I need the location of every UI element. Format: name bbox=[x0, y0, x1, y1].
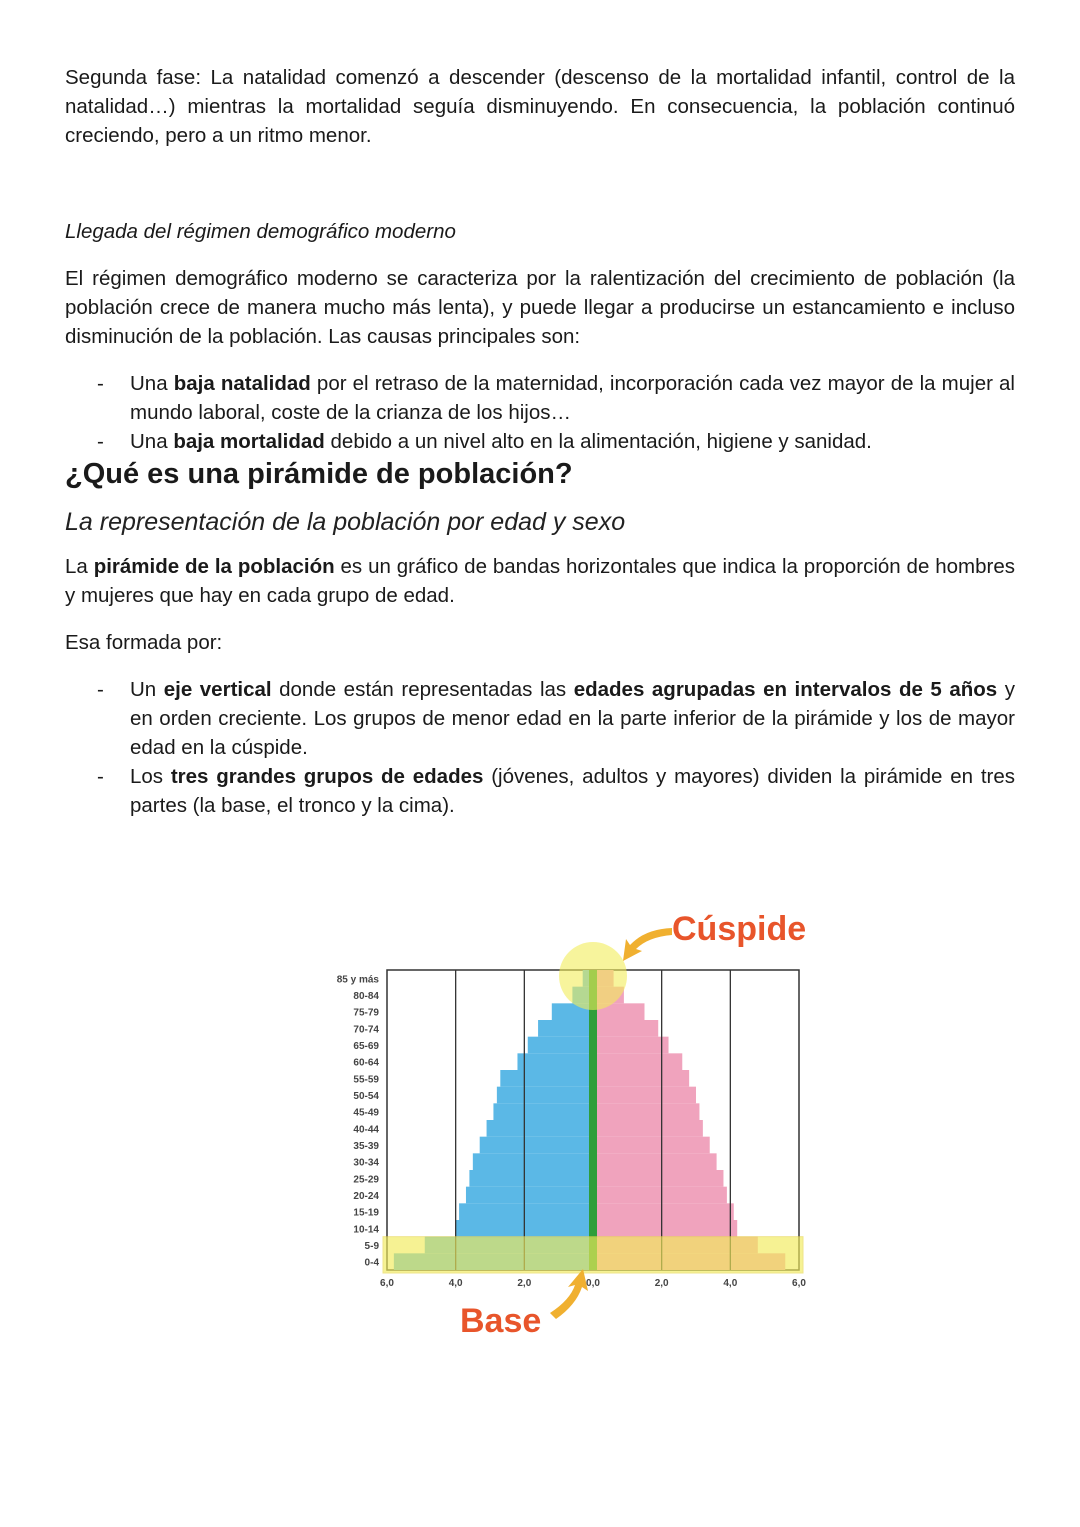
apex-highlight bbox=[559, 942, 627, 1010]
male-bar-70-74 bbox=[538, 1020, 593, 1037]
y-tick-label: 65-69 bbox=[353, 1041, 379, 1052]
x-tick-label: 6,0 bbox=[380, 1278, 394, 1289]
y-tick-label: 70-74 bbox=[353, 1024, 379, 1036]
y-tick-label: 55-59 bbox=[353, 1074, 379, 1086]
y-tick-label: 50-54 bbox=[353, 1091, 379, 1102]
list-dash: - bbox=[97, 372, 104, 395]
y-tick-label: 30-34 bbox=[353, 1157, 379, 1169]
female-bar-20-24 bbox=[593, 1187, 727, 1204]
text-run: Los bbox=[130, 765, 171, 788]
causes-list bbox=[65, 369, 1015, 456]
document-content bbox=[65, 63, 1015, 820]
y-tick-label: 85 y más bbox=[336, 974, 379, 986]
x-tick-label: 4,0 bbox=[723, 1278, 738, 1289]
x-tick-label: 0,0 bbox=[586, 1278, 600, 1289]
list-item-text: Una bbox=[130, 372, 174, 395]
male-bar-50-54 bbox=[497, 1087, 593, 1104]
text-run: La bbox=[65, 555, 94, 578]
paragraph-pyramid-definition bbox=[65, 552, 1015, 610]
y-tick-label: 45-49 bbox=[353, 1107, 379, 1119]
female-bar-70-74 bbox=[593, 1020, 658, 1037]
female-bar-45-49 bbox=[593, 1103, 699, 1120]
female-bar-50-54 bbox=[593, 1087, 696, 1104]
female-bar-35-39 bbox=[593, 1137, 710, 1154]
male-bar-40-44 bbox=[487, 1120, 593, 1137]
list-dash: - bbox=[97, 678, 104, 701]
x-tick-label: 4,0 bbox=[448, 1278, 463, 1289]
female-bar-40-44 bbox=[593, 1120, 703, 1137]
list-item bbox=[65, 369, 1015, 427]
y-tick-label: 10-14 bbox=[353, 1224, 379, 1236]
list-item bbox=[65, 762, 1015, 820]
text-run: donde están representadas las bbox=[271, 678, 574, 701]
center-axis bbox=[589, 970, 597, 1270]
text-run: y en orden creciente. Los grupos de menor edad en la parte inferior de la pirámide y los de mayor edad en la cúspide. bbox=[130, 678, 1015, 759]
y-tick-label: 0-4 bbox=[364, 1257, 379, 1269]
x-tick-label: 6,0 bbox=[792, 1278, 806, 1289]
text-run: es un gráfico de bandas horizontales que indica la proporción de hombres y mujeres que hay en cada grupo de edad. bbox=[65, 555, 1016, 607]
list-item-text: por el retraso de la maternidad, incorporación cada vez mayor de la mujer al mundo laboral, coste de la crianza de los hijos… bbox=[130, 372, 1015, 424]
section-title: ¿Qué es una pirámide de población? bbox=[65, 458, 573, 490]
female-bar-30-34 bbox=[593, 1153, 717, 1170]
male-bar-20-24 bbox=[466, 1187, 593, 1204]
male-bar-65-69 bbox=[528, 1037, 593, 1054]
female-bar-15-19 bbox=[593, 1203, 734, 1220]
male-bar-30-34 bbox=[473, 1153, 593, 1170]
list-item-bold: baja natalidad bbox=[173, 372, 311, 395]
list-item bbox=[65, 675, 1015, 762]
population-pyramid-figure bbox=[300, 895, 840, 1355]
list-item-text: Una bbox=[130, 430, 174, 453]
y-tick-label: 35-39 bbox=[353, 1141, 379, 1152]
components-list bbox=[65, 675, 1015, 820]
paragraph-modern-regime: El régimen demográfico moderno se caracteriza por la ralentización del crecimiento de población (la población crece de manera mucho más lenta), y puede llegar a producirse un estancamiento e incluso disminución de la población. Las causas principales son: bbox=[65, 267, 1015, 348]
x-tick-label: 2,0 bbox=[654, 1278, 669, 1289]
population-pyramid-chart bbox=[300, 895, 840, 1355]
base-label: Base bbox=[460, 1302, 542, 1340]
base-arrow bbox=[550, 1269, 588, 1319]
y-tick-label: 75-79 bbox=[353, 1007, 379, 1019]
male-bar-15-19 bbox=[459, 1203, 593, 1220]
y-tick-label: 80-84 bbox=[353, 991, 379, 1002]
y-tick-label: 15-19 bbox=[353, 1207, 379, 1219]
female-bar-65-69 bbox=[593, 1037, 669, 1054]
section-subtitle: La representación de la población por edad y sexo bbox=[65, 508, 626, 536]
female-bar-55-59 bbox=[593, 1070, 689, 1087]
list-item bbox=[65, 427, 1015, 456]
text-run: Un bbox=[130, 678, 164, 701]
bold-term: eje vertical bbox=[163, 678, 272, 701]
male-bar-55-59 bbox=[500, 1070, 593, 1087]
female-bar-10-14 bbox=[593, 1220, 737, 1237]
female-bar-25-29 bbox=[593, 1170, 723, 1187]
male-bar-25-29 bbox=[469, 1170, 593, 1187]
y-tick-label: 40-44 bbox=[353, 1124, 379, 1136]
subheading-modern-regime: Llegada del régimen demográfico moderno bbox=[65, 220, 456, 243]
list-dash: - bbox=[97, 765, 104, 788]
list-item-bold: baja mortalidad bbox=[173, 430, 325, 453]
y-tick-label: 60-64 bbox=[353, 1057, 379, 1069]
male-bar-35-39 bbox=[480, 1137, 593, 1154]
y-tick-label: 20-24 bbox=[353, 1191, 379, 1202]
bold-term: pirámide de la población bbox=[93, 555, 335, 578]
male-bar-60-64 bbox=[517, 1053, 593, 1070]
text-run: (jóvenes, adultos y mayores) dividen la pirámide en tres partes (la base, el tronco y la cima). bbox=[130, 765, 1015, 817]
list-item-text: debido a un nivel alto en la alimentación, higiene y sanidad. bbox=[324, 430, 872, 453]
cuspide-label: Cúspide bbox=[672, 910, 807, 948]
bold-term: tres grandes grupos de edades bbox=[170, 765, 484, 788]
bold-term: edades agrupadas en intervalos de 5 años bbox=[573, 678, 998, 701]
x-tick-label: 2,0 bbox=[517, 1278, 532, 1289]
male-bar-45-49 bbox=[493, 1103, 593, 1120]
paragraph-formed-by: Esa formada por: bbox=[65, 631, 223, 654]
list-dash: - bbox=[97, 430, 104, 453]
cuspide-arrow bbox=[623, 928, 672, 961]
base-highlight bbox=[383, 1237, 803, 1273]
y-tick-label: 25-29 bbox=[353, 1174, 379, 1186]
paragraph-second-phase: Segunda fase: La natalidad comenzó a descender (descenso de la mortalidad infantil, control de la natalidad…) mientras la mortalidad seguía disminuyendo. En consecuencia, la población continuó creciendo, pero a un ritmo menor. bbox=[65, 66, 1015, 147]
y-tick-label: 5-9 bbox=[364, 1241, 379, 1252]
female-bar-60-64 bbox=[593, 1053, 682, 1070]
